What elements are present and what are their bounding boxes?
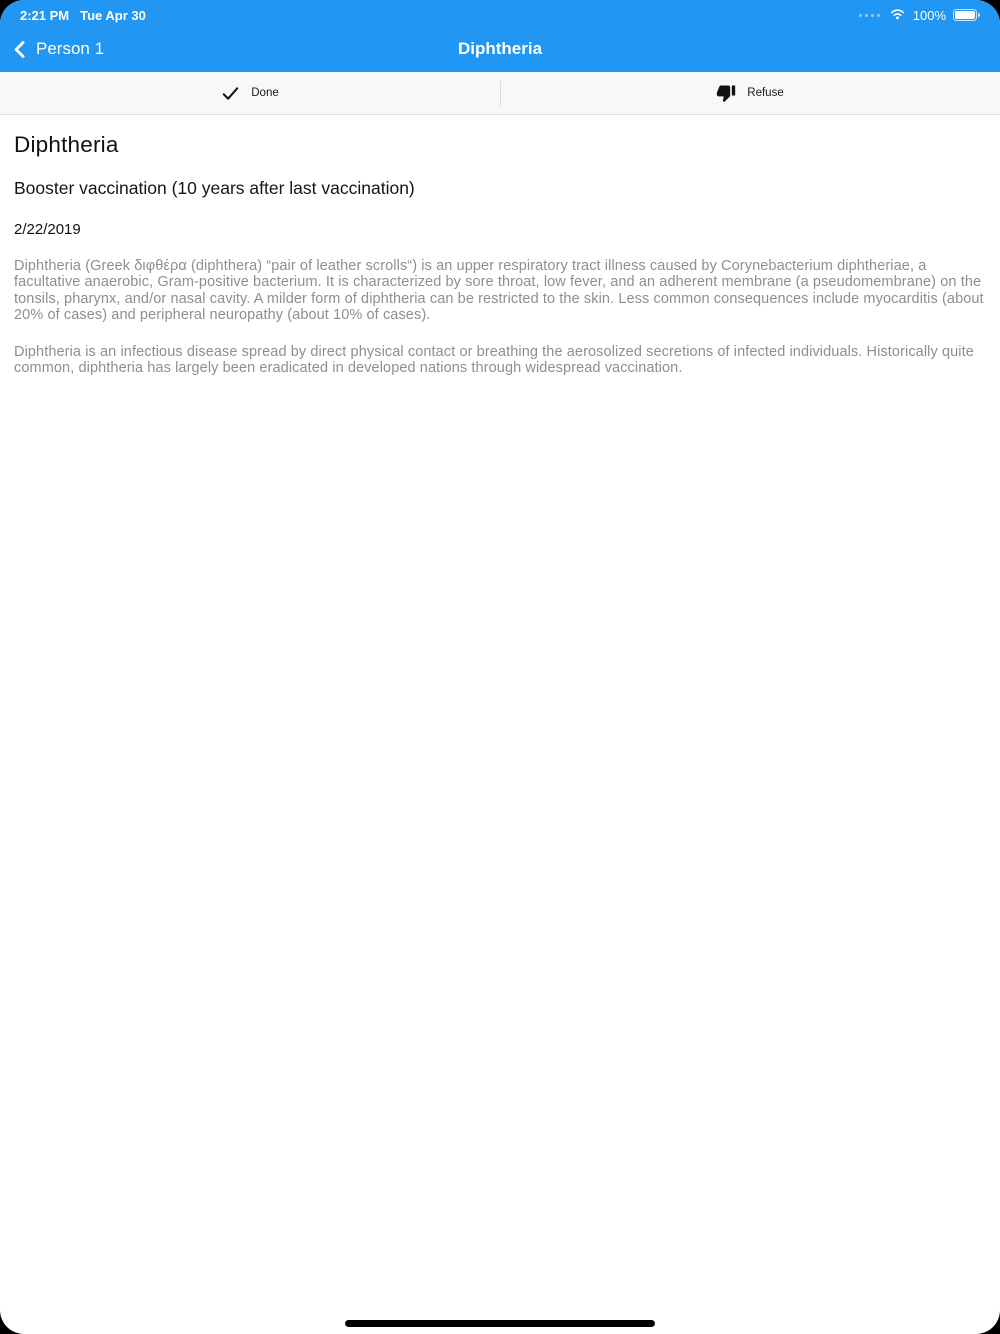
- back-label: Person 1: [36, 39, 105, 58]
- chevron-left-icon: [10, 39, 31, 60]
- done-label: Done: [251, 87, 279, 99]
- header: [0, 0, 1000, 72]
- description-paragraph: Diphtheria is an infectious disease spread by direct physical contact or breathing the aerosolized secretions of infected individuals. Historically quite common, diphtheria has largely been eradicated in developed nations through widespread vaccination.: [14, 343, 974, 377]
- done-button[interactable]: [0, 72, 500, 114]
- content: [0, 132, 1000, 376]
- checkmark-icon: [221, 84, 240, 103]
- home-indicator-bar[interactable]: [345, 1320, 655, 1327]
- vaccination-subtitle: Booster vaccination (10 years after last vaccination): [14, 178, 415, 198]
- nav-bar: [0, 26, 1000, 72]
- cellular-signal-dots-icon: [859, 14, 880, 17]
- thumbs-down-icon: [716, 83, 736, 103]
- status-bar: [0, 0, 1000, 26]
- status-bar-left: [20, 8, 146, 23]
- refuse-label: Refuse: [747, 87, 784, 99]
- battery-full-icon: [953, 9, 980, 21]
- action-toolbar: [0, 72, 1000, 115]
- refuse-button[interactable]: [500, 72, 1000, 114]
- page-title: Diphtheria: [14, 132, 119, 157]
- back-button[interactable]: [10, 26, 104, 72]
- wifi-icon: [889, 7, 906, 23]
- toolbar-divider: [500, 81, 501, 106]
- vaccination-date: 2/22/2019: [14, 221, 81, 238]
- battery-percent: 100%: [912, 7, 946, 23]
- description-paragraph: Diphtheria (Greek διφθέρα (diphthera) “pair of leather scrolls“) is an upper respiratory tract illness caused by Corynebacterium diphtheriae, a facultative anaerobic, Gram-positive bacterium. It is characterized by sore throat, low fever, and an adherent membrane (a pseudomembrane) on the tonsils, pharynx, and/or nasal cavity. A milder form of diphtheria can be restricted to the skin. Less common consequences include myocarditis (about 20% of cases) and peripheral neuropathy (about 10% of cases).: [14, 258, 984, 324]
- status-date: Tue Apr 30: [80, 7, 146, 23]
- nav-title: Diphtheria: [457, 39, 543, 58]
- status-bar-right: [859, 7, 980, 23]
- status-time: 2:21 PM: [20, 7, 70, 23]
